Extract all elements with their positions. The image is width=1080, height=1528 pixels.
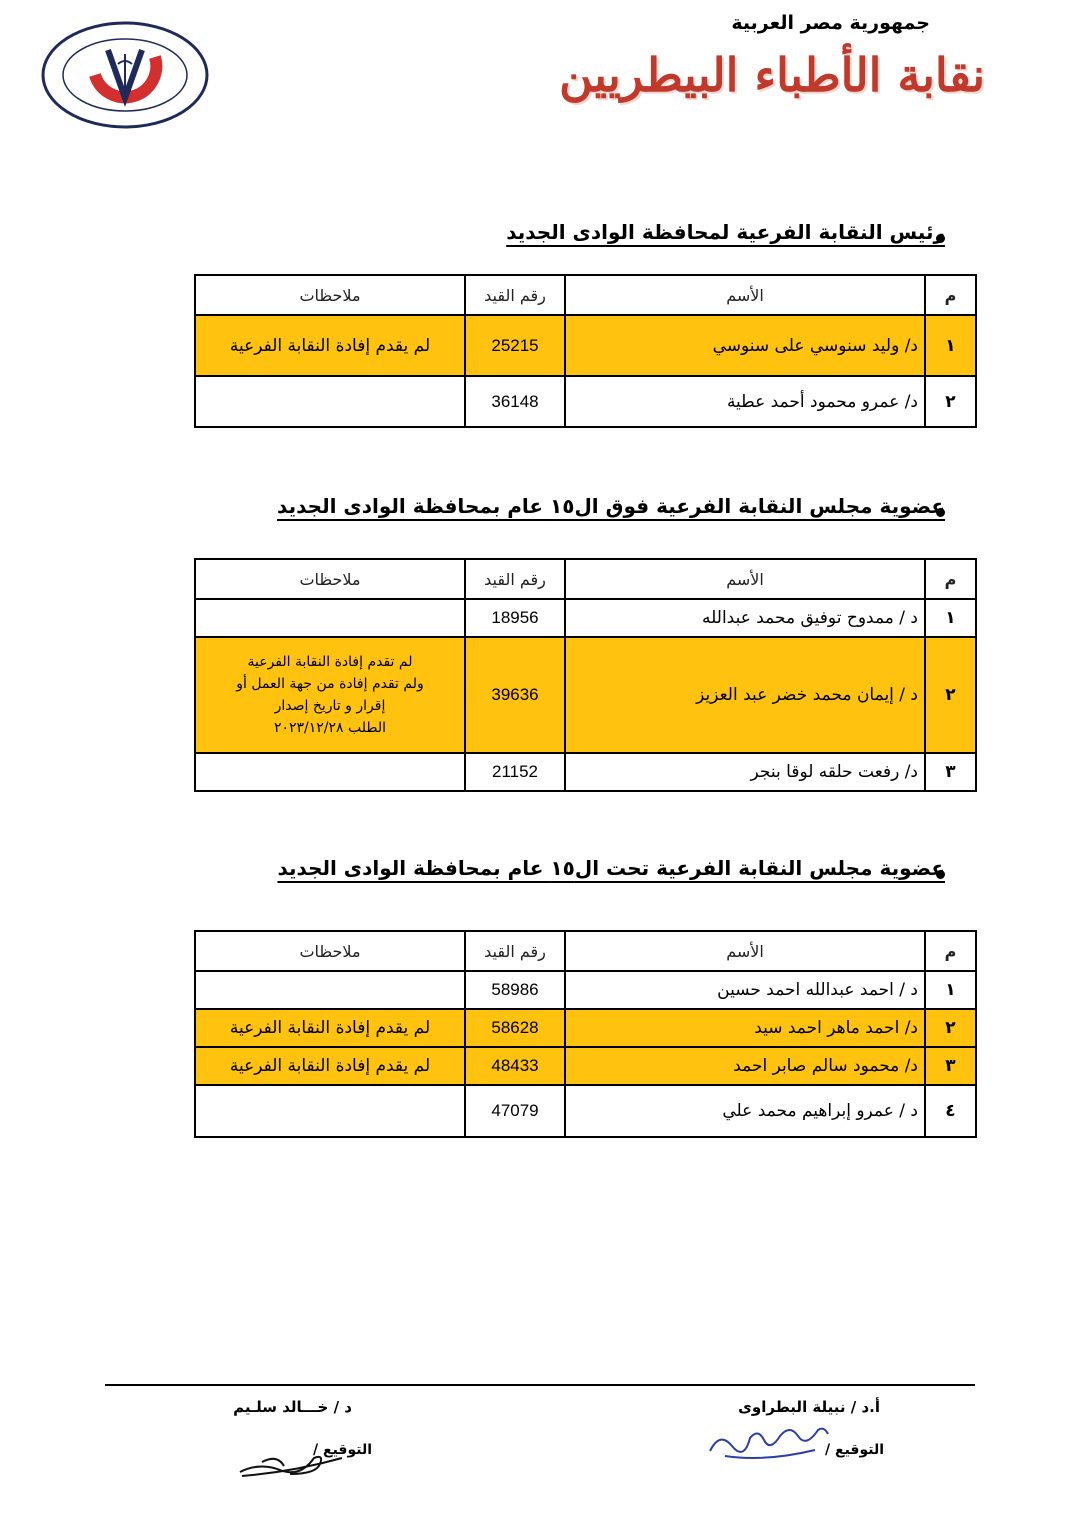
- row-notes: لم يقدم إفادة النقابة الفرعية: [195, 1047, 465, 1085]
- table-row: [195, 315, 976, 376]
- signature-right-label: التوقيع /: [825, 1442, 884, 1458]
- footer-divider: [105, 1384, 975, 1386]
- signature-left-label: التوقيع /: [313, 1442, 372, 1458]
- table-section-3: [194, 930, 977, 1138]
- row-notes: لم يقدم إفادة النقابة الفرعية: [195, 1009, 465, 1047]
- row-notes: [195, 753, 465, 791]
- header-name: الأسم: [565, 559, 925, 599]
- table-row: [195, 1047, 976, 1085]
- row-notes: [195, 1085, 465, 1137]
- table-header-row: [195, 931, 976, 971]
- row-name: د/ وليد سنوسي على سنوسي: [565, 315, 925, 376]
- row-notes: [195, 599, 465, 637]
- row-num: ٣: [925, 1047, 976, 1085]
- signature-right: [705, 1416, 835, 1466]
- row-reg: 18956: [465, 599, 565, 637]
- row-name: د / إيمان محمد خضر عبد العزيز: [565, 637, 925, 753]
- row-name: د / ممدوح توفيق محمد عبدالله: [565, 599, 925, 637]
- row-name: د/ رفعت حلقه لوقا بنجر: [565, 753, 925, 791]
- row-reg: 47079: [465, 1085, 565, 1137]
- row-reg: 36148: [465, 376, 565, 427]
- table-row: [195, 971, 976, 1009]
- header-notes: ملاحظات: [195, 931, 465, 971]
- header-reg: رقم القيد: [465, 275, 565, 315]
- syndicate-logo: [40, 20, 210, 130]
- header-num: م: [925, 559, 976, 599]
- header-reg: رقم القيد: [465, 931, 565, 971]
- section-title-2: عضوية مجلس النقابة الفرعية فوق ال١٥ عام بمحافظة الوادى الجديد: [277, 494, 945, 518]
- table-header-row: [195, 275, 976, 315]
- signatory-left-name: د / خـــالد سلـيم: [233, 1398, 352, 1416]
- row-notes: [195, 376, 465, 427]
- row-notes: [195, 637, 465, 753]
- row-reg: 58628: [465, 1009, 565, 1047]
- row-notes: لم يقدم إفادة النقابة الفرعية: [195, 315, 465, 376]
- header-name: الأسم: [565, 275, 925, 315]
- row-num: ٢: [925, 1009, 976, 1047]
- note-line: الطلب ٢٠٢٣/١٢/٢٨: [273, 720, 387, 736]
- row-reg: 39636: [465, 637, 565, 753]
- row-name: د/ احمد ماهر احمد سيد: [565, 1009, 925, 1047]
- table-row: [195, 637, 976, 753]
- table-row: [195, 753, 976, 791]
- row-notes: [195, 971, 465, 1009]
- signatory-right-name: أ.د / نبيلة البطراوى: [738, 1398, 880, 1416]
- signature-left: [232, 1440, 352, 1482]
- note-line: ولم تقدم إفادة من جهة العمل أو: [236, 676, 424, 692]
- row-num: ٢: [925, 376, 976, 427]
- row-num: ٢: [925, 637, 976, 753]
- row-name: د / احمد عبدالله احمد حسين: [565, 971, 925, 1009]
- header-num: م: [925, 931, 976, 971]
- row-name: د/ محمود سالم صابر احمد: [565, 1047, 925, 1085]
- header-num: م: [925, 275, 976, 315]
- note-line: إقرار و تاريخ إصدار: [274, 698, 386, 714]
- row-num: ١: [925, 599, 976, 637]
- header-reg: رقم القيد: [465, 559, 565, 599]
- table-section-1: [194, 274, 977, 428]
- row-reg: 25215: [465, 315, 565, 376]
- row-reg: 21152: [465, 753, 565, 791]
- table-section-2: [194, 558, 977, 792]
- row-num: ١: [925, 971, 976, 1009]
- row-num: ٣: [925, 753, 976, 791]
- row-reg: 48433: [465, 1047, 565, 1085]
- row-name: د / عمرو إبراهيم محمد علي: [565, 1085, 925, 1137]
- row-reg: 58986: [465, 971, 565, 1009]
- table-row: [195, 1009, 976, 1047]
- country-name: جمهورية مصر العربية: [731, 12, 930, 34]
- table-row: [195, 376, 976, 427]
- row-num: ١: [925, 315, 976, 376]
- syndicate-title: نقابة الأطباء البيطريين: [559, 48, 985, 102]
- header-notes: ملاحظات: [195, 559, 465, 599]
- row-name: د/ عمرو محمود أحمد عطية: [565, 376, 925, 427]
- section-title-1: رئيس النقابة الفرعية لمحافظة الوادى الجديد: [506, 220, 945, 244]
- table-row: [195, 1085, 976, 1137]
- section-title-3: عضوية مجلس النقابة الفرعية تحت ال١٥ عام بمحافظة الوادى الجديد: [277, 856, 945, 880]
- note-line: لم تقدم إفادة النقابة الفرعية: [247, 654, 413, 670]
- header-name: الأسم: [565, 931, 925, 971]
- table-header-row: [195, 559, 976, 599]
- header-notes: ملاحظات: [195, 275, 465, 315]
- table-row: [195, 599, 976, 637]
- row-num: ٤: [925, 1085, 976, 1137]
